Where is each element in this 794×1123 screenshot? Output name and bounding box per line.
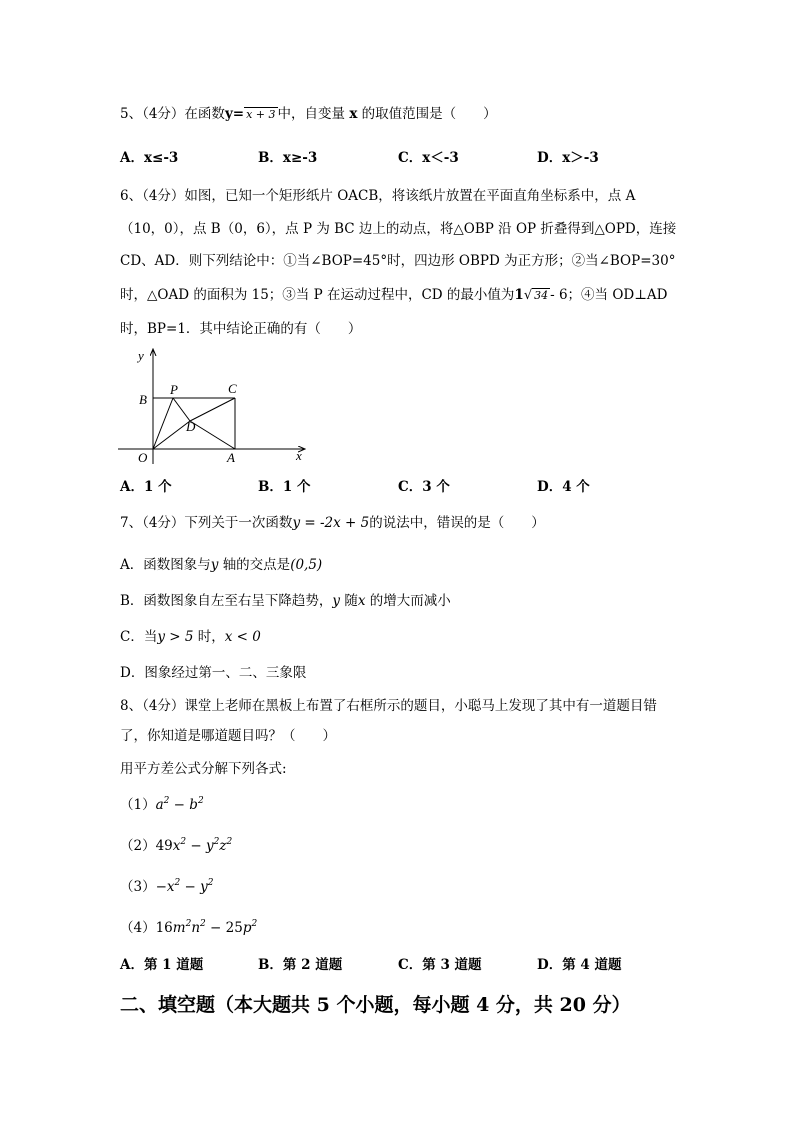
q7-option-b: B．函数图象自左至右呈下降趋势，y 随x 的增大而减小 <box>120 593 451 609</box>
q5-option-d: D．x＞-3 <box>537 150 599 166</box>
q6-option-d: D．4 个 <box>537 479 590 495</box>
q8-line1: 8、（4分）课堂上老师在黑板上布置了右框所示的题目，小聪马上发现了其中有一道题目错 <box>120 698 657 714</box>
q6-line2: （10，0），点 B（0，6），点 P 为 BC 边上的动点，将△OBP 沿 OP 折叠得到△OPD，连接 <box>120 221 677 237</box>
q8-item-3: $(3)-x^2 - y^2$ <box>120 878 214 895</box>
q8-option-c: C．第 3 道题 <box>398 957 482 973</box>
q6-line5: 时，BP=1．其中结论正确的有（ ） <box>120 321 362 337</box>
q5-radical: x + 3 <box>246 108 276 121</box>
q7-stem: 7、（4分）下列关于一次函数y = -2x + 5的说法中，错误的是（ ） <box>120 515 545 531</box>
q7-option-a: A．函数图象与y 轴的交点是(0,5) <box>120 557 323 573</box>
q8-option-b: B．第 2 道题 <box>258 957 343 973</box>
q5-stem: 5、（4分）在函数y= x + 3 中，自变量 x 的取值范围是（ ） <box>120 106 497 122</box>
q8-option-d: D．第 4 道题 <box>537 957 622 973</box>
label-y: y <box>138 348 144 363</box>
label-a: A <box>227 450 235 465</box>
q6-option-c: C．3 个 <box>398 479 450 495</box>
q6-option-a: A．1 个 <box>120 479 172 495</box>
section-2-heading: 二、填空题（本大题共 5 个小题，每小题 4 分，共 20 分） <box>120 994 631 1016</box>
q8-item-2: $(2)49x^2 - y^2z^2$ <box>120 837 233 854</box>
q8-item-1: $(1)a^2 - b^2$ <box>120 796 204 813</box>
label-o: O <box>138 450 148 465</box>
label-c: C <box>228 381 237 396</box>
q8-line3: 用平方差公式分解下列各式: <box>120 761 287 777</box>
q8-option-a: A．第 1 道题 <box>120 957 204 973</box>
q6-line3: CD、AD．则下列结论中：①当∠BOP=45°时，四边形 OBPD 为正方形；②当∠BOP=30° <box>120 253 676 269</box>
radical-sign-icon: √ <box>523 288 533 303</box>
label-b: B <box>139 392 147 407</box>
q5-option-b: B．x≥-3 <box>258 150 318 166</box>
q8-item-4: $(4)16m^2n^2 - 25p^2$ <box>120 919 258 936</box>
q7-option-d: D．图象经过第一、二、三象限 <box>120 665 307 681</box>
q6-option-b: B．1 个 <box>258 479 311 495</box>
q5-option-c: C．x＜-3 <box>398 150 459 166</box>
segment-cd <box>190 398 235 421</box>
label-p: P <box>170 382 178 397</box>
segment-pd <box>173 398 190 421</box>
segment-ad <box>190 421 235 449</box>
q6-line4: 时，△OAD 的面积为 15；③当 P 在运动过程中，CD 的最小值为1√ 34 - 6；④当 OD⊥AD <box>120 287 668 303</box>
q7-option-c: C．当y > 5 时，x < 0 <box>120 629 261 645</box>
q8-line2: 了，你知道是哪道题目吗？（ ） <box>120 728 336 744</box>
q6-line1: 6、（4分）如图，已知一个矩形纸片 OACB，将该纸片放置在平面直角坐标系中，点 A <box>120 188 636 204</box>
q6-figure <box>118 346 314 466</box>
label-x: x <box>296 448 302 463</box>
label-d: D <box>186 419 196 434</box>
q5-option-a: A．x≤-3 <box>120 150 179 166</box>
